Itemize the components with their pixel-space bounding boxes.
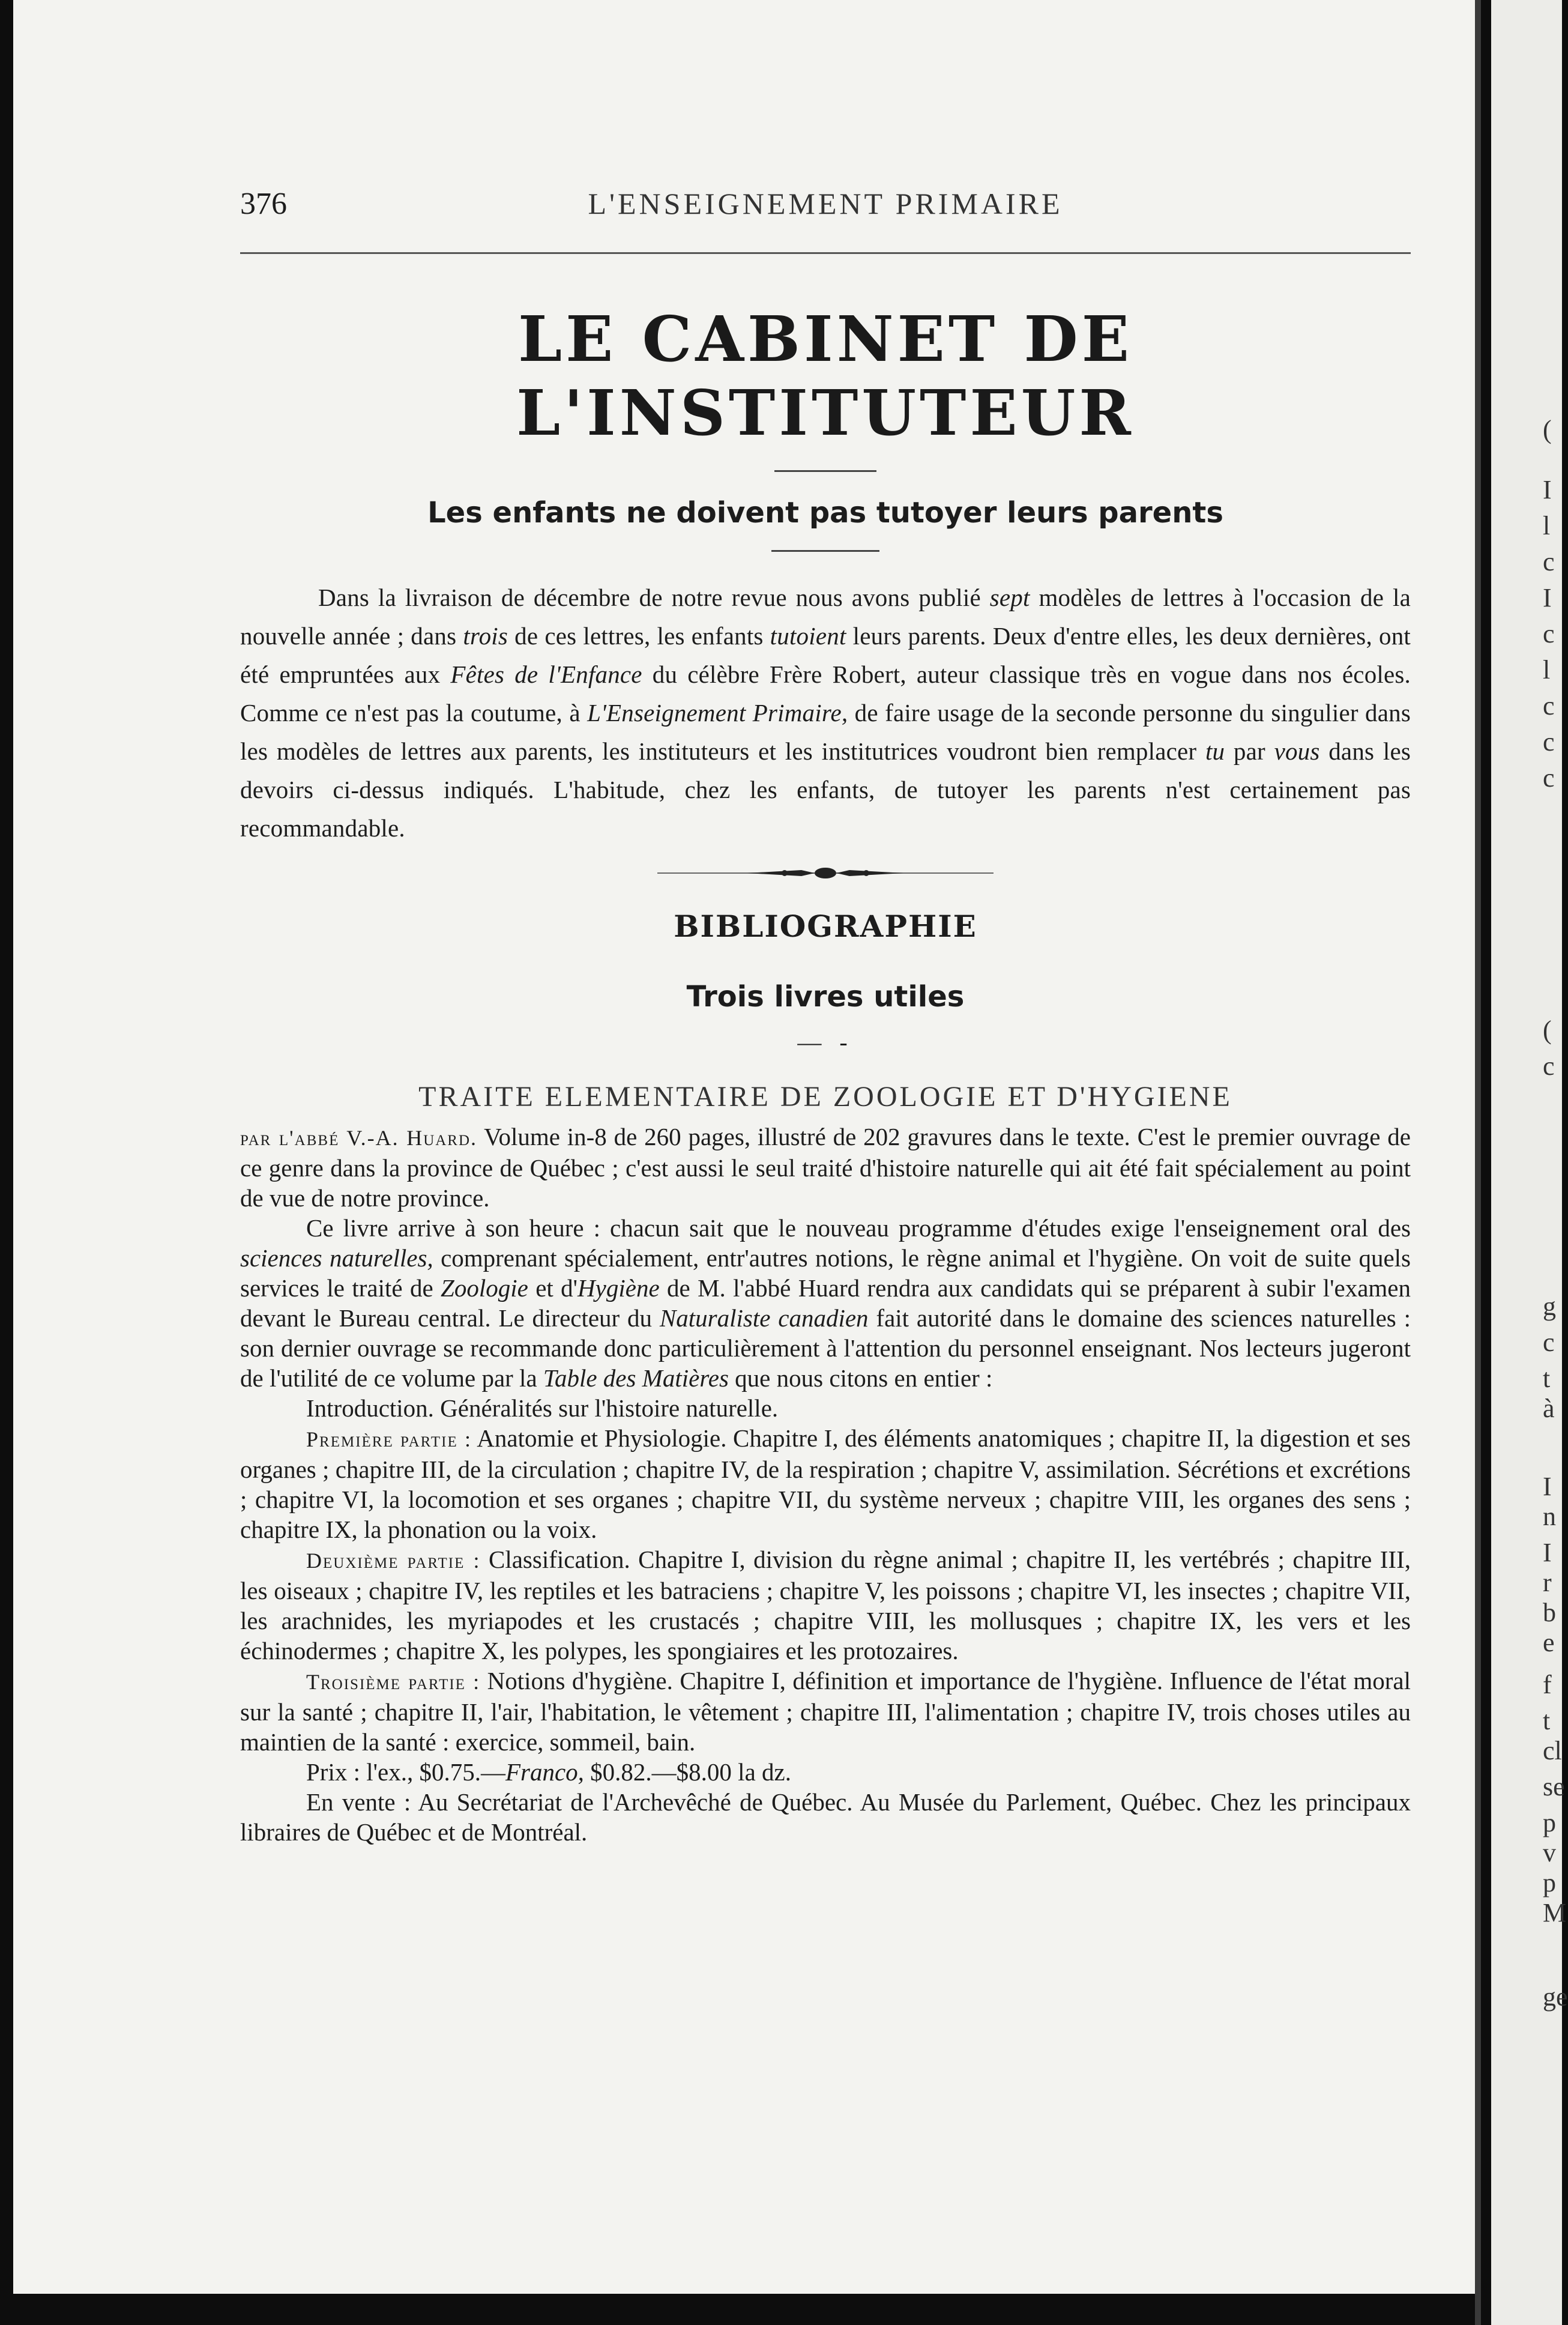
page-content — [240, 174, 1411, 1847]
adjacent-page-glyph: c — [1543, 1051, 1555, 1081]
adjacent-page-glyph: c — [1543, 1328, 1555, 1357]
adjacent-page-glyph: n — [1543, 1502, 1556, 1531]
adjacent-page-glyph: ( — [1543, 415, 1552, 444]
adjacent-page-glyph: v — [1543, 1838, 1556, 1867]
article-subtitle: Les enfants ne doivent pas tutoyer leurs parents — [427, 496, 1223, 530]
toc-part-two: Deuxième partie : Classification. Chapitre I, division du règne animal ; chapitre II, les vertébrés ; chapitre III, les oiseaux ; chapitre IV, les reptiles et les batraciens ; chapitre V, les poissons ; chapitre VI, les insectes ; chapitre VII, les arachnides, les myriapodes et les crustacés ; chapitre VIII, les mollusques ; chapitre IX, les vers et les échinodermes ; chapitre X, les polypes, les spongiaires et les protozaires. — [240, 1546, 1411, 1664]
adjacent-page-glyph: c — [1543, 727, 1555, 757]
adjacent-page-glyph: cl — [1543, 1736, 1562, 1765]
main-title: LE CABINET DE L'INSTITUTEUR — [516, 302, 1135, 450]
adjacent-page-glyph: c — [1543, 691, 1555, 721]
adjacent-page-glyph: se — [1543, 1772, 1565, 1801]
adjacent-page-glyph: l — [1543, 655, 1551, 685]
page-number: 376 — [240, 187, 287, 221]
subtitle-rule — [771, 550, 879, 552]
running-title: L'ENSEIGNEMENT PRIMAIRE — [588, 187, 1063, 220]
adjacent-page-glyph: l — [1543, 511, 1551, 540]
adjacent-page-glyph: r — [1543, 1568, 1552, 1597]
adjacent-page-glyph: ( — [1543, 1015, 1552, 1045]
adjacent-page-glyph: e — [1543, 1628, 1555, 1657]
adjacent-page-glyph: ge — [1543, 1982, 1568, 2012]
adjacent-page-glyph: t — [1543, 1706, 1551, 1735]
adjacent-page-glyph: M — [1543, 1898, 1567, 1927]
adjacent-page-glyph: p — [1543, 1868, 1556, 1897]
adjacent-page-glyph: b — [1543, 1598, 1556, 1627]
toc-part-one: Première partie : Anatomie et Physiologie. Chapitre I, des éléments anatomiques ; chapitre II, la digestion et ses organes ; chapitre III, de la circulation ; chapitre IV, de la respiration ; chapitre V, assimilation. Sécrétions et excrétions ; chapitre VI, la locomotion et ses organes ; chapitre VII, du système nerveux ; chapitre VIII, les organes des sens ; chapitre IX, la phonation ou la voix. — [240, 1424, 1411, 1543]
adjacent-page-glyph: t — [1543, 1364, 1551, 1393]
price-line: Prix : l'ex., $0.75.—Franco, $0.82.—$8.00 la dz. — [306, 1758, 791, 1786]
running-head — [240, 174, 1411, 234]
title-rule — [774, 470, 876, 472]
book-description: par l'abbé V.-A. Huard. Volume in-8 de 260 pages, illustré de 202 gravures dans le texte. C'est le premier ouvrage de ce genre dans la province de Québec ; c'est aussi le seul traité d'histoire naturelle qui ait été fait spécialement au point de vue de notre province. — [240, 1123, 1411, 1212]
adjacent-page — [1491, 0, 1562, 2325]
bibliography-heading: BIBLIOGRAPHIE — [674, 909, 977, 944]
ornament-divider — [240, 864, 1411, 888]
adjacent-page-glyph: c — [1543, 547, 1555, 576]
adjacent-page-glyph: f — [1543, 1670, 1552, 1699]
adjacent-page-glyph: g — [1543, 1292, 1556, 1321]
adjacent-page-glyph: I — [1543, 475, 1552, 504]
adjacent-page-glyph: à — [1543, 1394, 1555, 1423]
toc-introduction: Introduction. Généralités sur l'histoire naturelle. — [306, 1394, 779, 1422]
header-rule — [240, 252, 1411, 254]
adjacent-page-glyph: I — [1543, 1538, 1552, 1567]
page-gutter — [1475, 0, 1481, 2325]
adjacent-page-glyph: I — [1543, 583, 1552, 612]
dash-divider: — - — [797, 1029, 854, 1056]
adjacent-page-glyph: c — [1543, 619, 1555, 649]
adjacent-page-glyph: p — [1543, 1808, 1556, 1837]
adjacent-page-glyph: c — [1543, 763, 1555, 793]
book-review-paragraph: Ce livre arrive à son heure : chacun sait que le nouveau programme d'études exige l'enseignement oral des sciences naturelles, comprenant spécialement, entr'autres notions, le règne animal et l'hygiène. On voit de suite quels services le traité de Zoologie et d'Hygiène de M. l'abbé Huard rendra aux candidats qui se préparent à subir l'examen devant le Bureau central. Le directeur du Naturaliste canadien fait autorité dans le domaine des sciences naturelles : son dernier ouvrage se recommande donc particulièrement à l'attention du personnel enseignant. Nos lecteurs jugeront de l'utilité de ce volume par la Table des Matières que nous citons en entier : — [240, 1214, 1411, 1392]
intro-paragraph: Dans la livraison de décembre de notre revue nous avons publié sept modèles de lettres à l'occasion de la nouvelle année ; dans trois de ces lettres, les enfants tutoient leurs parents. Deux d'entre elles, les deux dernières, ont été empruntées aux Fêtes de l'Enfance du célèbre Frère Robert, auteur classique très en vogue dans nos écoles. Comme ce n'est pas la coutume, à L'Enseignement Primaire, de faire usage de la seconde personne du singulier dans les modèles de lettres aux parents, les instituteurs et les institutrices voudront bien remplacer tu par vous dans les devoirs ci-dessus indiqués. L'habitude, chez les enfants, de tutoyer les parents n'est certainement pas recommandable. — [240, 584, 1411, 842]
book-title: TRAITE ELEMENTAIRE DE ZOOLOGIE ET D'HYGIENE — [418, 1081, 1232, 1113]
toc-part-three: Troisième partie : Notions d'hygiène. Chapitre I, définition et importance de l'hygiène. Influence de l'état moral sur la santé ; chapitre II, l'air, l'habitation, le vêtement ; chapitre III, l'alimentation ; chapitre IV, trois choses utiles au maintien de la santé : exercice, sommeil, bain. — [240, 1667, 1411, 1756]
bibliography-subheading: Trois livres utiles — [686, 980, 965, 1014]
sales-info: En vente : Au Secrétariat de l'Archevêché de Québec. Au Musée du Parlement, Québec. Chez les principaux libraires de Québec et de Montréal. — [240, 1788, 1411, 1846]
adjacent-page-glyph: I — [1543, 1472, 1552, 1501]
